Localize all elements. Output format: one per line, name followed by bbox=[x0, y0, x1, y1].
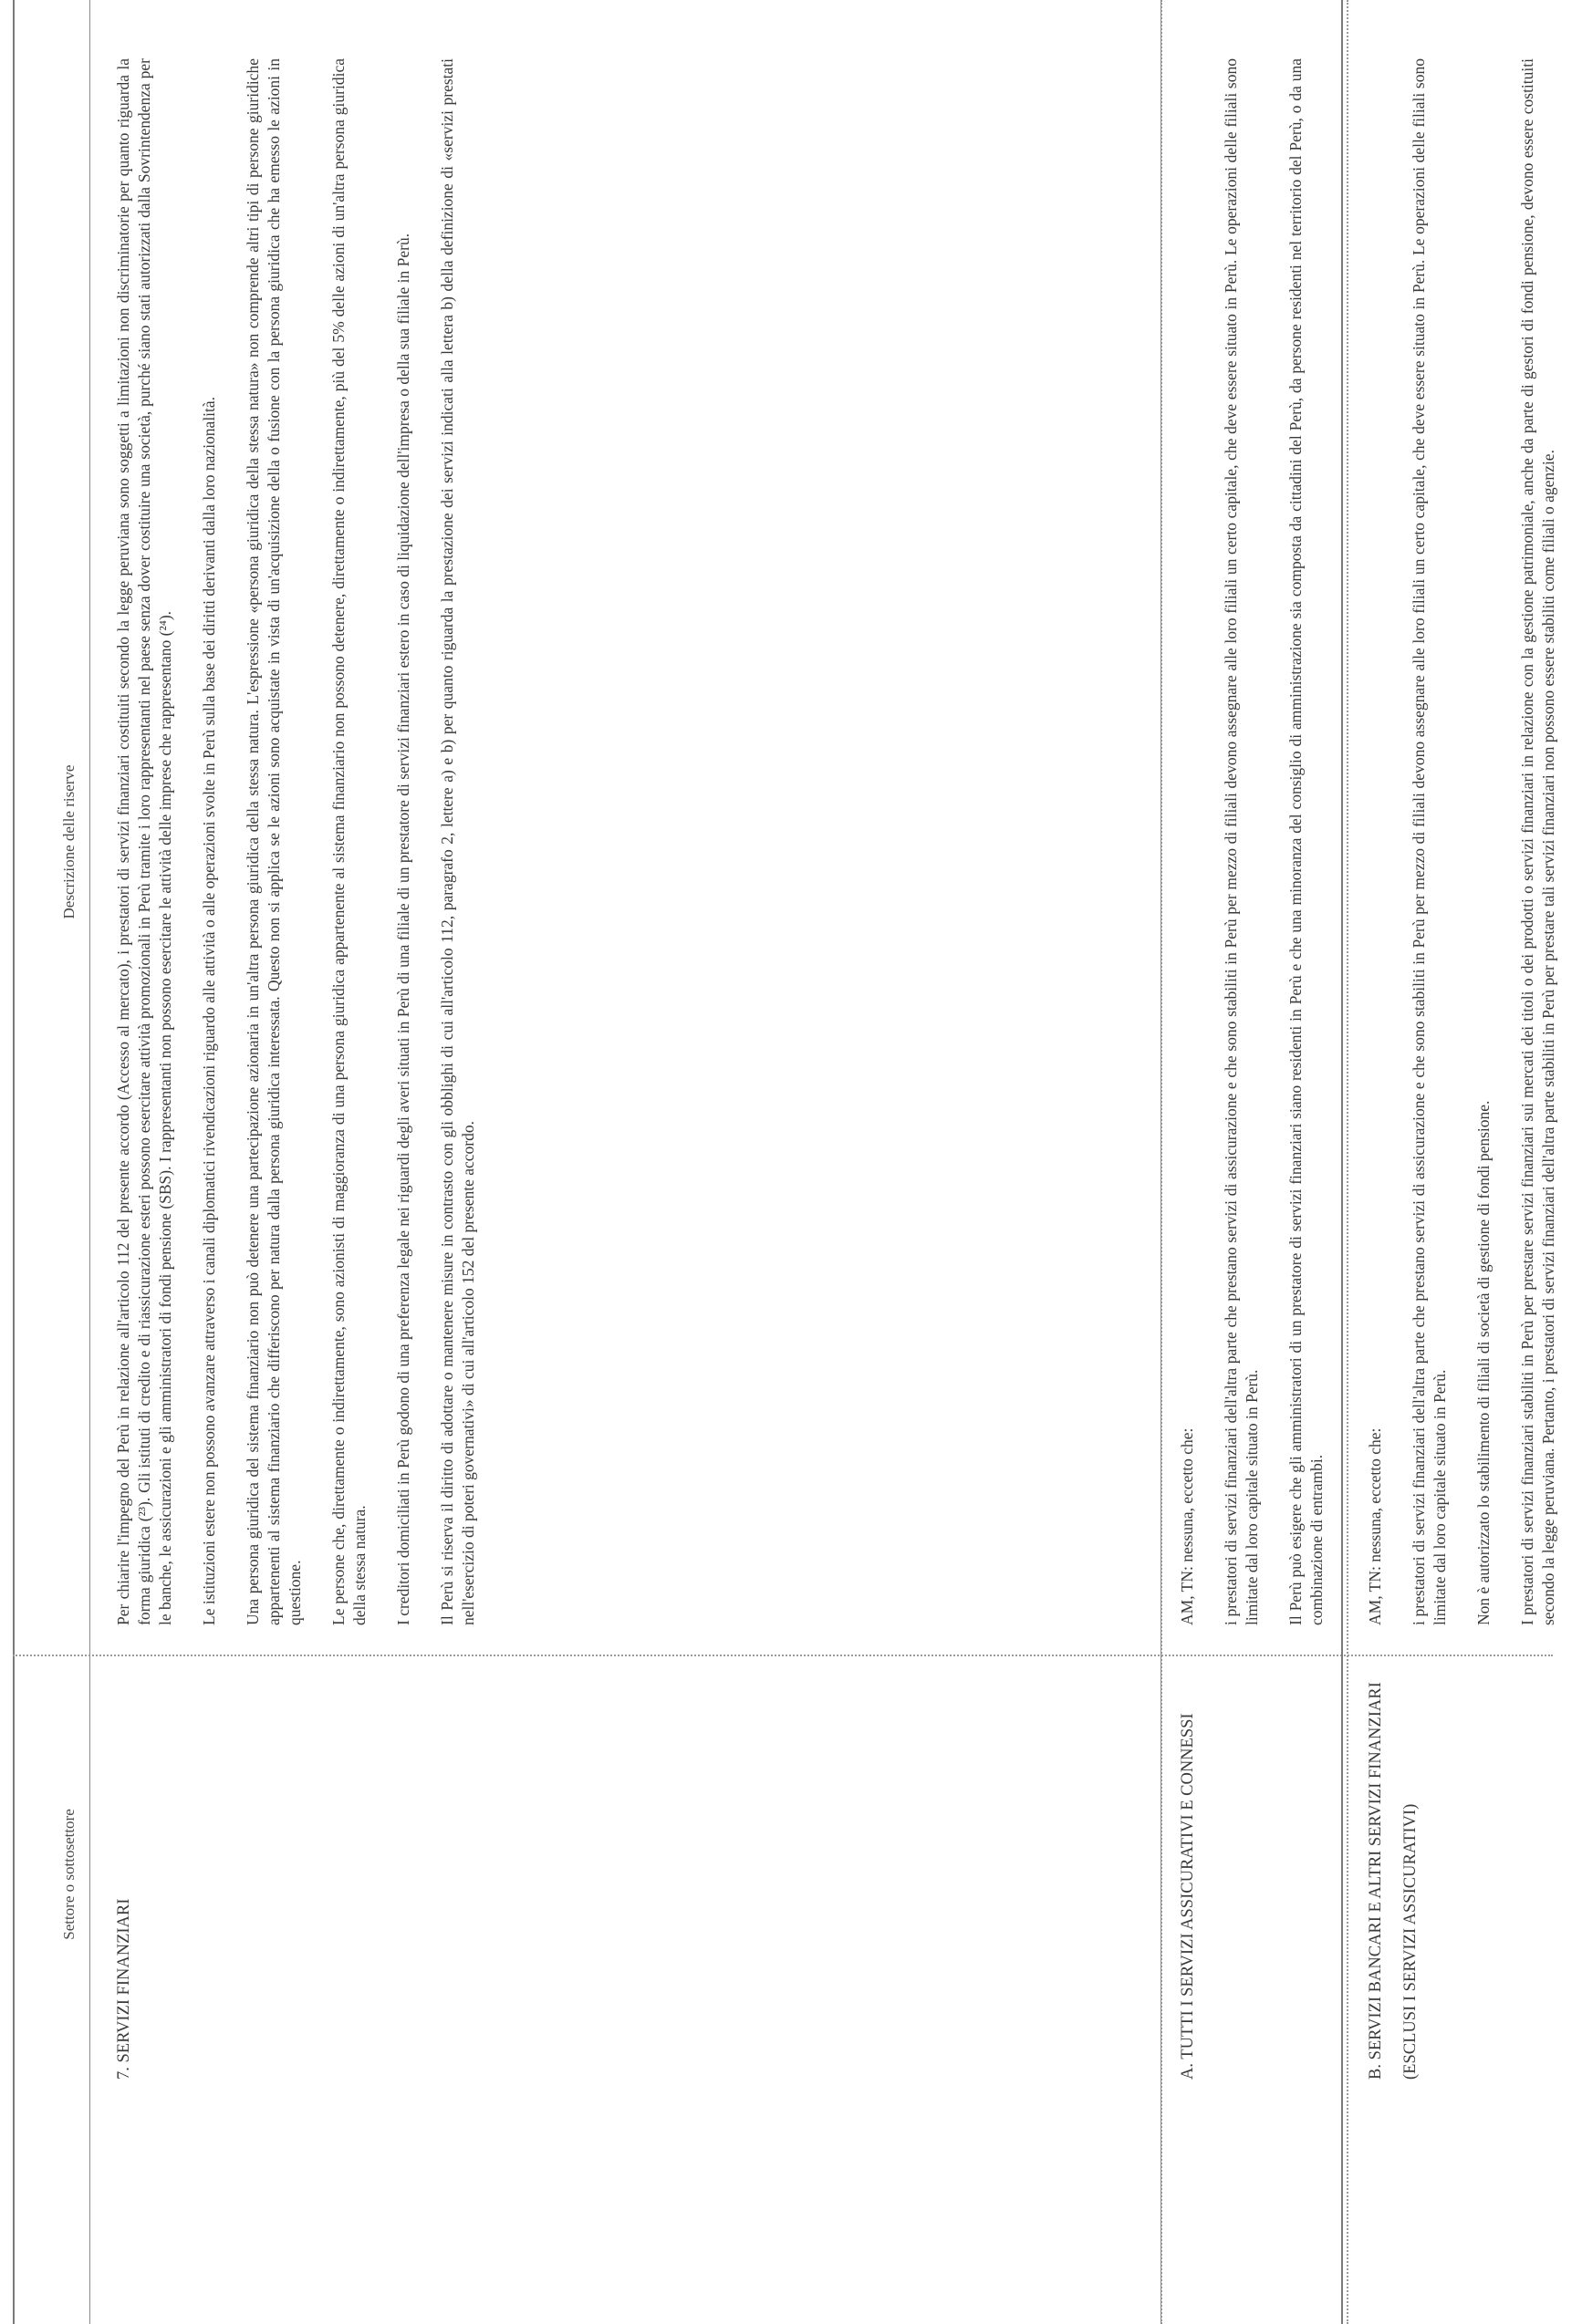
description-paragraph: i prestatori di servizi finanziari dell'altra parte che prestano servizi di assicurazione e che sono stabiliti in Perù per mezzo di filiali devono assegnare alle loro filiali un certo capitale, che deve essere situato in Perù. Le operazioni delle filiali sono limitate dal loro capitale situato in Perù. bbox=[1410, 58, 1449, 1625]
description-paragraph: I creditori domiciliati in Perù godono di una preferenza legale nei riguardi degli averi situati in Perù di una filiale di un prestatore di servizi finanziari estero in caso di liquidazione dell'impresa o della sua filiale in Perù. bbox=[394, 233, 412, 1625]
table-top-rule bbox=[13, 0, 15, 2324]
description-cell bbox=[113, 58, 502, 1625]
sector-title: A. TUTTI I SERVIZI ASSICURATIVI E CONNESSI bbox=[1179, 1713, 1197, 2080]
description-paragraph: i prestatori di servizi finanziari dell'altra parte che prestano servizi di assicurazione e che sono stabiliti in Perù per mezzo di filiali devono assegnare alle loro filiali un certo capitale, che deve essere situato in Perù. Le operazioni delle filiali sono limitate dal loro capitale situato in Perù. bbox=[1222, 58, 1261, 1625]
sector-title: B. SERVIZI BANCARI E ALTRI SERVIZI FINANZIARI bbox=[1367, 1682, 1385, 2080]
header-description: Descrizione delle riserve bbox=[60, 764, 78, 919]
description-paragraph: AM, TN: nessuna, eccetto che: bbox=[1178, 1427, 1196, 1625]
header-sector: Settore o sottosettore bbox=[60, 1809, 78, 1940]
description-paragraph: Il Perù si riserva il diritto di adottare o mantenere misure in contrasto con gli obblighi di cui all'articolo 112, paragrafo 2, lettere a) e b) per quanto riguarda la prestazione dei servizi indicati alla lettera b) della definizione di «servizi prestati nell'esercizio di poteri governativi» di cui all'articolo 152 del presente accordo. bbox=[438, 58, 477, 1625]
description-cell bbox=[1365, 58, 1582, 1625]
description-paragraph: Le istituzioni estere non possono avanzare attraverso i canali diplomatici rivendicazioni riguardo alle attività o alle operazioni svolte in Perù sulla base dei diritti derivanti dalla loro nazionalità. bbox=[200, 396, 218, 1625]
sector-cell bbox=[113, 1669, 135, 2080]
description-paragraph: Per chiarire l'impegno del Perù in relazione all'articolo 112 del presente accordo (Accesso al mercato), i prestatori di servizi finanziari costituiti secondo la legge peruviana sono soggetti a limitazioni non discriminatorie per quanto riguarda la forma giuridica (²³). Gli istituti di credito e di riassicurazione esteri possono esercitare attività promozionali in Perù tramite i loro rappresentanti nel paese senza dover costituire una società, purché siano stati autorizzati dalla Sovrintendenza per le banche, le assicurazioni e gli amministratori di fondi pensione (SBS). I rappresentanti non possono esercitare le attività delle imprese che rappresentano (²⁴). bbox=[114, 58, 174, 1625]
description-paragraph: I prestatori di servizi finanziari stabiliti in Perù per prestare servizi finanziari sui mercati dei titoli o dei prodotti o servizi finanziari in relazione con la gestione patrimoniale, anche da parte di gestori di fondi pensione, devono essere costituiti secondo la legge peruviana. Pertanto, i prestatori di servizi finanziari dell'altra parte stabiliti in Perù per prestare tali servizi finanziari non possono essere stabiliti come filiali o agenzie. bbox=[1518, 58, 1557, 1625]
description-paragraph: Una persona giuridica del sistema finanziario non può detenere una partecipazione azionaria in un'altra persona giuridica della stessa natura. L'espressione «persona giuridica della stessa natura» non comprende altri tipi di persone giuridiche appartenenti al sistema finanziario che differiscono per natura dalla persona giuridica interessata. Questo non si applica se le azioni sono acquistate in vista di un'acquisizione della o fusione con la persona giuridica che ha emesso le azioni in questione. bbox=[244, 58, 304, 1625]
sector-title: 7. SERVIZI FINANZIARI bbox=[115, 1898, 133, 2080]
description-paragraph: AM, TN: nessuna, eccetto che: bbox=[1366, 1427, 1384, 1625]
description-cell bbox=[1177, 58, 1350, 1625]
row-separator bbox=[1160, 0, 1161, 2324]
sector-subtitle: (ESCLUSI I SERVIZI ASSICURATIVI) bbox=[1401, 1803, 1420, 2080]
sector-cell bbox=[1177, 1669, 1199, 2080]
header-bottom-rule bbox=[89, 0, 90, 2324]
sector-cell bbox=[1365, 1669, 1421, 2080]
column-divider bbox=[13, 1655, 1553, 1656]
description-paragraph: Le persone che, direttamente o indirettamente, sono azionisti di maggioranza di una persona giuridica appartenente al sistema finanziario non possono detenere, direttamente o indirettamente, più del 5% delle azioni di un'altra persona giuridica della stessa natura. bbox=[329, 58, 369, 1625]
description-paragraph: Non è autorizzato lo stabilimento di filiali di società di gestione di fondi pensione. bbox=[1474, 1100, 1493, 1625]
description-paragraph: Il Perù può esigere che gli amministratori di un prestatore di servizi finanziari siano residenti in Perù e che una minoranza del consiglio di amministrazione sia composta da cittadini del Perù, da persone residenti nel territorio del Perù, o da una combinazione di entrambi. bbox=[1286, 58, 1326, 1625]
